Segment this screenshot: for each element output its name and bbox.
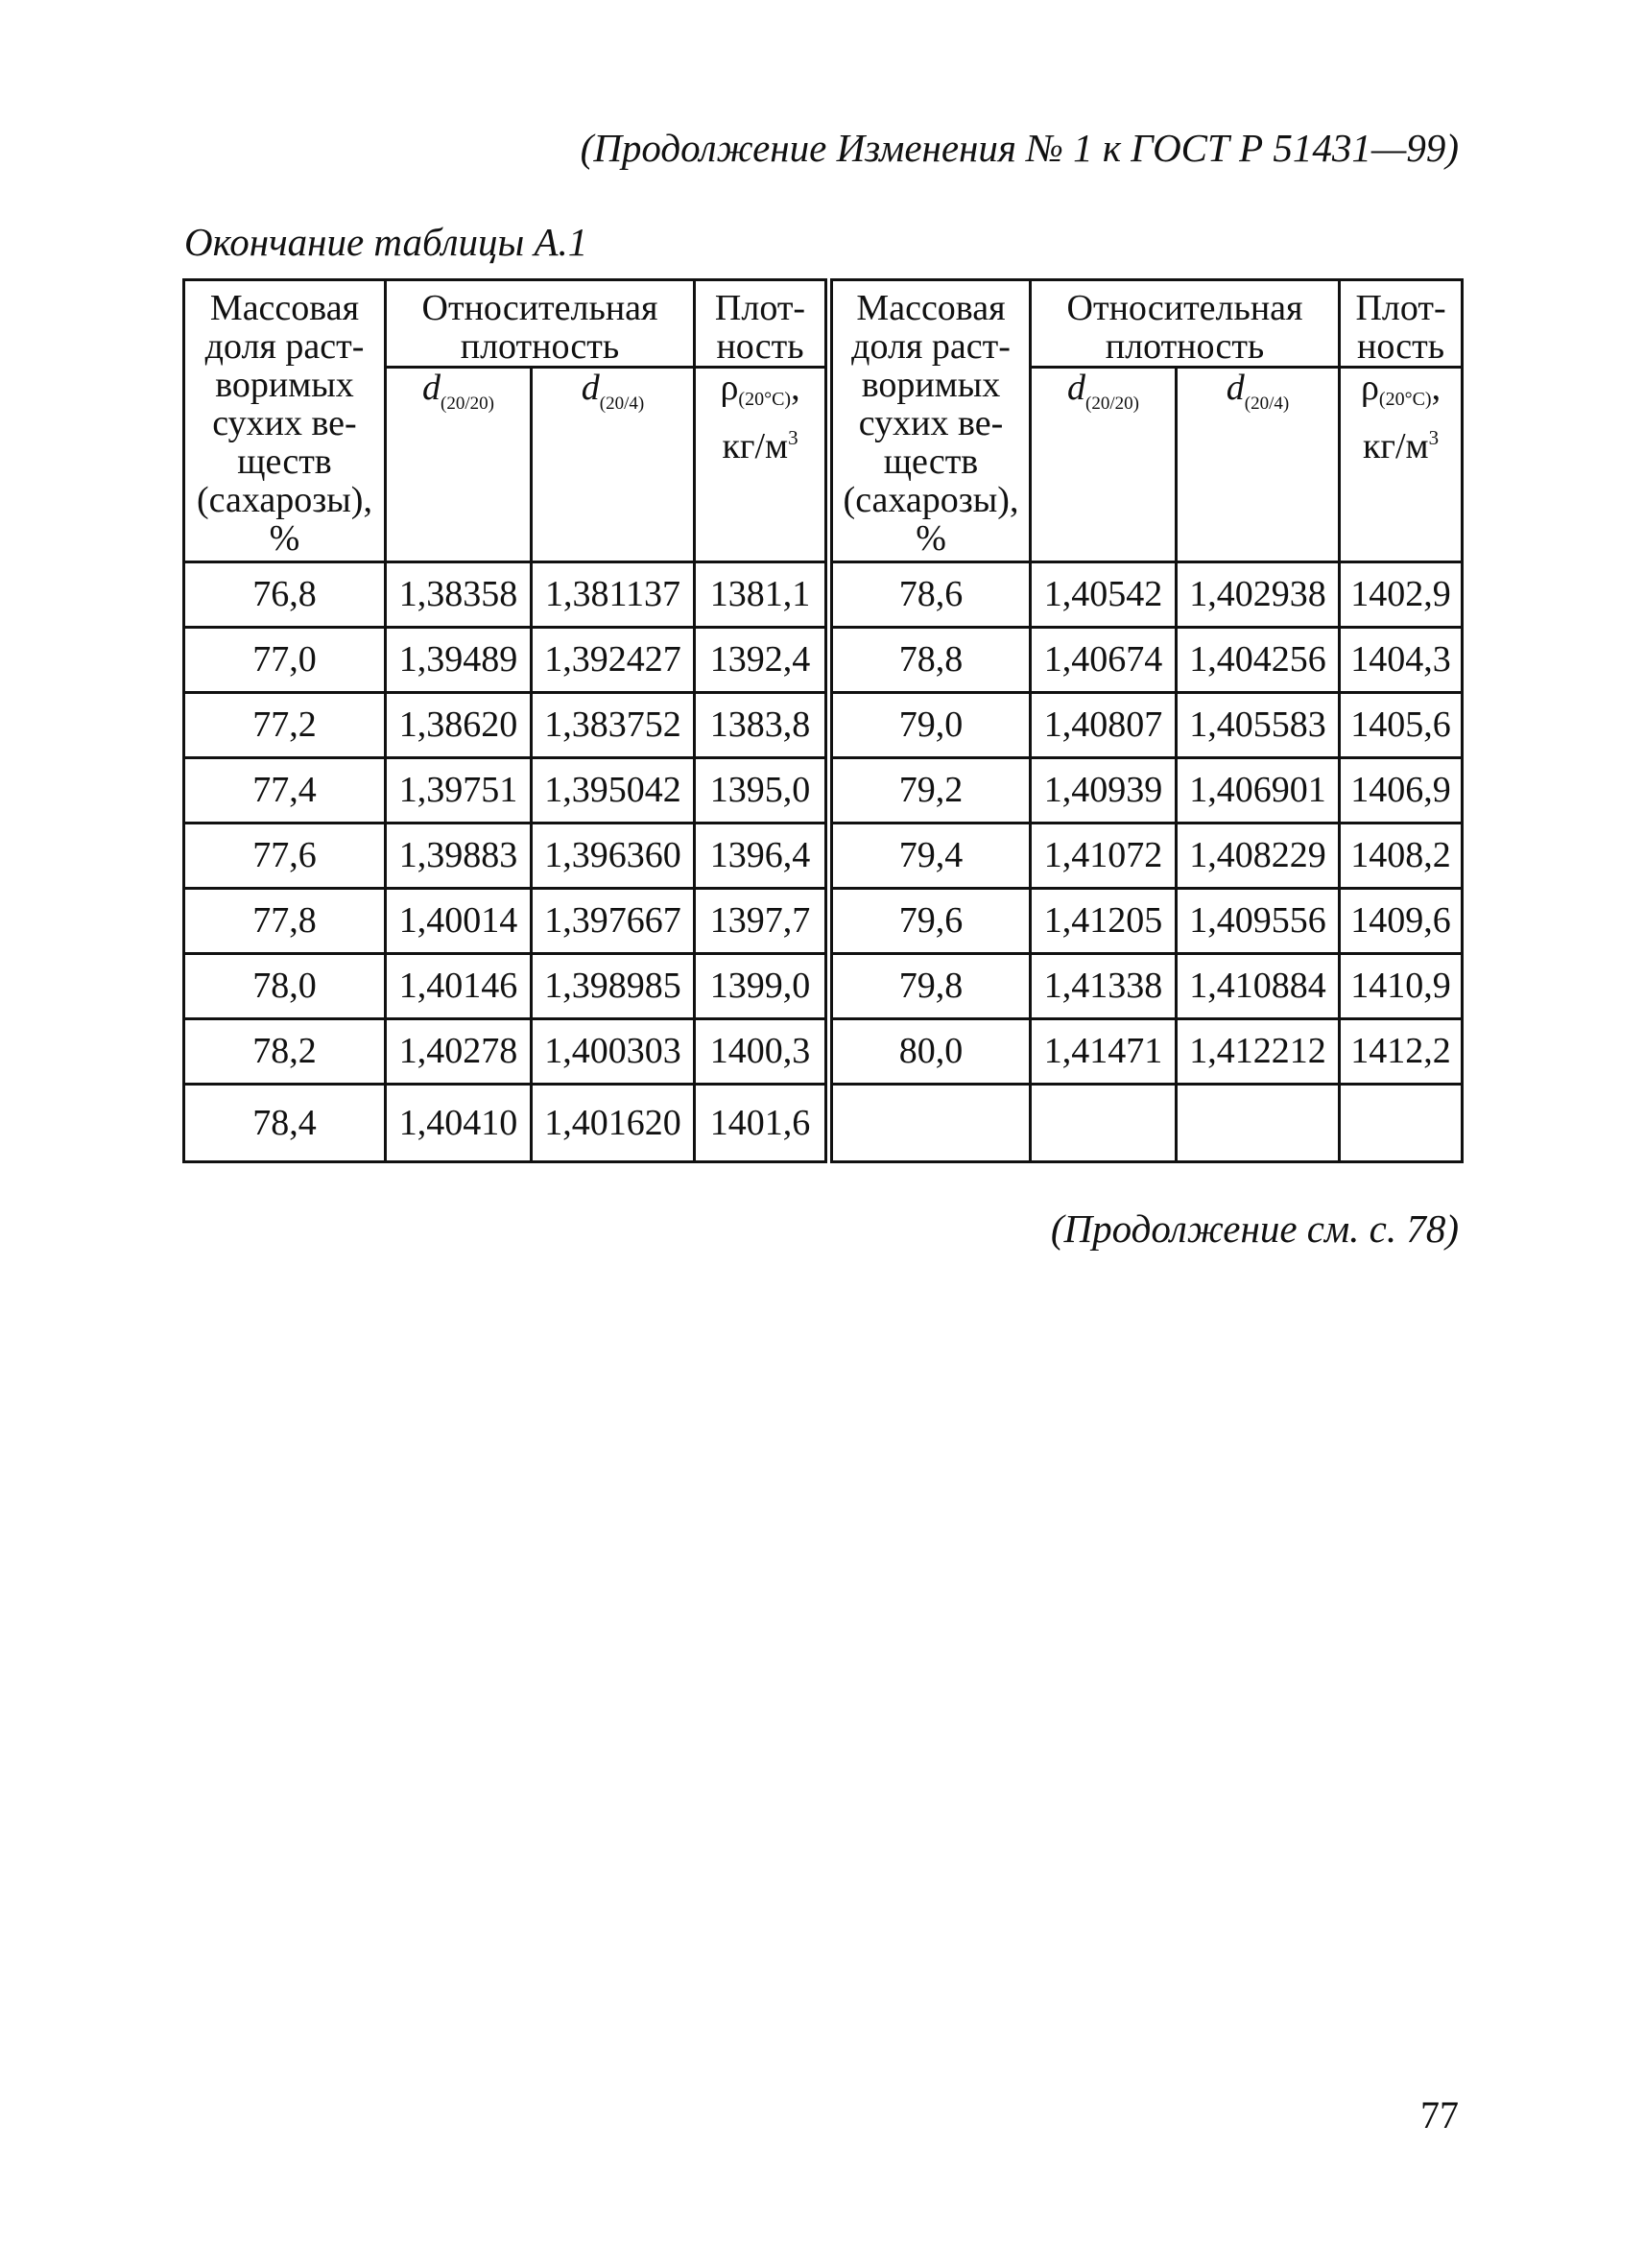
table-cell: 1395,0 <box>695 758 829 824</box>
unit-label: кг/м <box>722 426 789 466</box>
header-line: (сахарозы), <box>843 480 1019 520</box>
table-cell <box>1340 1085 1463 1162</box>
table-cell: 1,39751 <box>386 758 532 824</box>
d-symbol: d <box>1067 368 1086 408</box>
header-line: плотность <box>460 326 620 367</box>
table-cell: 79,0 <box>829 693 1031 758</box>
table-row <box>184 628 1463 693</box>
table-row <box>184 562 1463 628</box>
table-cell: 1,409556 <box>1177 889 1340 954</box>
header-line: доля раст- <box>204 326 365 367</box>
unit-exponent: 3 <box>1428 426 1440 449</box>
table-cell: 77,2 <box>184 693 386 758</box>
table-cell: 78,6 <box>829 562 1031 628</box>
header-line: ществ <box>237 442 332 482</box>
table-cell: 77,6 <box>184 824 386 889</box>
header-line: (сахарозы), <box>197 480 372 520</box>
table-cell: 1397,7 <box>695 889 829 954</box>
table-cell: 1,40542 <box>1031 562 1177 628</box>
table-cell: 1,401620 <box>532 1085 695 1162</box>
header-line: доля раст- <box>851 326 1011 367</box>
d-symbol: d <box>422 368 441 408</box>
table-cell: 1383,8 <box>695 693 829 758</box>
table-cell: 78,4 <box>184 1085 386 1162</box>
col-header-density <box>1340 280 1463 368</box>
header-line: Относительная <box>421 288 658 328</box>
continuation-note: (Продолжение см. с. 78) <box>1050 1206 1459 1251</box>
table-cell: 1,410884 <box>1177 954 1340 1019</box>
table-cell: 1409,6 <box>1340 889 1463 954</box>
col-header-density <box>695 280 829 368</box>
col-header-d-20-4 <box>532 368 695 562</box>
table-cell: 78,2 <box>184 1019 386 1085</box>
header-line: ность <box>716 326 804 367</box>
table-row <box>184 889 1463 954</box>
table-cell: 79,4 <box>829 824 1031 889</box>
table-cell <box>829 1085 1031 1162</box>
header-line: плотность <box>1105 326 1265 367</box>
table-cell: 1410,9 <box>1340 954 1463 1019</box>
table-cell: 1,381137 <box>532 562 695 628</box>
table-row <box>184 954 1463 1019</box>
table-cell: 1,405583 <box>1177 693 1340 758</box>
rho-subscript: (20°С) <box>1378 389 1432 410</box>
d-symbol: d <box>1226 368 1245 408</box>
header-line: Массовая <box>209 288 360 328</box>
rho-subscript: (20°С) <box>738 389 792 410</box>
header-line: Плот- <box>1355 288 1446 328</box>
table-cell: 1,41338 <box>1031 954 1177 1019</box>
page-number: 77 <box>1420 2093 1459 2137</box>
col-header-rho-unit <box>695 368 829 562</box>
table-cell: 1,38358 <box>386 562 532 628</box>
table-cell: 78,0 <box>184 954 386 1019</box>
unit-exponent: 3 <box>788 426 798 449</box>
table-cell: 1,400303 <box>532 1019 695 1085</box>
table-cell: 79,2 <box>829 758 1031 824</box>
table-cell: 1404,3 <box>1340 628 1463 693</box>
col-header-d-20-20 <box>1031 368 1177 562</box>
table-cell: 78,8 <box>829 628 1031 693</box>
table-cell: 1,398985 <box>532 954 695 1019</box>
table-cell: 1,40278 <box>386 1019 532 1085</box>
table-row <box>184 1019 1463 1085</box>
table-cell: 1,41205 <box>1031 889 1177 954</box>
d-subscript: (20/20) <box>1085 394 1139 414</box>
table-cell: 1,40014 <box>386 889 532 954</box>
col-header-mass-fraction <box>184 280 386 562</box>
header-line: Массовая <box>856 288 1006 328</box>
table-cell: 1,395042 <box>532 758 695 824</box>
table-cell: 1,408229 <box>1177 824 1340 889</box>
table-cell: 80,0 <box>829 1019 1031 1085</box>
col-header-d-20-20 <box>386 368 532 562</box>
table-cell: 1381,1 <box>695 562 829 628</box>
table-cell: 1412,2 <box>1340 1019 1463 1085</box>
header-line: сухих ве- <box>212 403 357 443</box>
table-cell: 1,40939 <box>1031 758 1177 824</box>
header-line: ществ <box>883 442 979 482</box>
header-line: Относительная <box>1066 288 1303 328</box>
table-cell: 1,38620 <box>386 693 532 758</box>
table-cell <box>1031 1085 1177 1162</box>
d-subscript: (20/4) <box>599 394 645 414</box>
header-line: воримых <box>861 365 1001 405</box>
table-cell: 1,397667 <box>532 889 695 954</box>
table-cell: 1,40146 <box>386 954 532 1019</box>
table-cell: 1,412212 <box>1177 1019 1340 1085</box>
table-body <box>184 562 1463 1162</box>
table-cell: 1,40674 <box>1031 628 1177 693</box>
header-note: (Продолжение Изменения № 1 к ГОСТ Р 51431—99) <box>580 126 1459 170</box>
header-line: Плот- <box>714 288 806 328</box>
table-cell: 1408,2 <box>1340 824 1463 889</box>
rho-symbol: ρ <box>1360 368 1379 408</box>
table-cell: 1401,6 <box>695 1085 829 1162</box>
header-line: сухих ве- <box>858 403 1004 443</box>
table-cell: 77,4 <box>184 758 386 824</box>
table-cell: 1406,9 <box>1340 758 1463 824</box>
table-row <box>184 693 1463 758</box>
header-line: % <box>269 518 300 559</box>
col-header-relative-density <box>1031 280 1340 368</box>
col-header-mass-fraction <box>829 280 1031 562</box>
col-header-relative-density <box>386 280 695 368</box>
unit-label: кг/м <box>1362 426 1429 466</box>
table-cell: 1,39883 <box>386 824 532 889</box>
table-caption: Окончание таблицы А.1 <box>184 220 588 264</box>
table-cell: 1405,6 <box>1340 693 1463 758</box>
table-cell <box>1177 1085 1340 1162</box>
col-header-rho-unit <box>1340 368 1463 562</box>
table-cell: 1396,4 <box>695 824 829 889</box>
table-cell: 1,39489 <box>386 628 532 693</box>
rho-comma: , <box>791 368 800 408</box>
table-cell: 1,40410 <box>386 1085 532 1162</box>
table-cell: 79,8 <box>829 954 1031 1019</box>
table-cell: 1,396360 <box>532 824 695 889</box>
header-line: % <box>916 518 946 559</box>
table-cell: 77,8 <box>184 889 386 954</box>
rho-comma: , <box>1431 368 1441 408</box>
table-cell: 1,406901 <box>1177 758 1340 824</box>
rho-symbol: ρ <box>720 368 739 408</box>
header-line: ность <box>1356 326 1445 367</box>
table-cell: 1399,0 <box>695 954 829 1019</box>
table-cell: 79,6 <box>829 889 1031 954</box>
table-cell: 1400,3 <box>695 1019 829 1085</box>
d-symbol: d <box>581 368 600 408</box>
table-cell: 1,41471 <box>1031 1019 1177 1085</box>
table-cell: 1,40807 <box>1031 693 1177 758</box>
table-cell: 76,8 <box>184 562 386 628</box>
table-cell: 1402,9 <box>1340 562 1463 628</box>
d-subscript: (20/4) <box>1244 394 1290 414</box>
table-cell: 1,402938 <box>1177 562 1340 628</box>
col-header-d-20-4 <box>1177 368 1340 562</box>
density-table <box>182 278 1464 1163</box>
table-cell: 77,0 <box>184 628 386 693</box>
table-cell: 1,41072 <box>1031 824 1177 889</box>
table-cell: 1,404256 <box>1177 628 1340 693</box>
table-cell: 1,383752 <box>532 693 695 758</box>
table-row <box>184 824 1463 889</box>
d-subscript: (20/20) <box>441 394 494 414</box>
table-row <box>184 1085 1463 1162</box>
header-line: воримых <box>215 365 354 405</box>
table-cell: 1392,4 <box>695 628 829 693</box>
table-row <box>184 758 1463 824</box>
table-cell: 1,392427 <box>532 628 695 693</box>
